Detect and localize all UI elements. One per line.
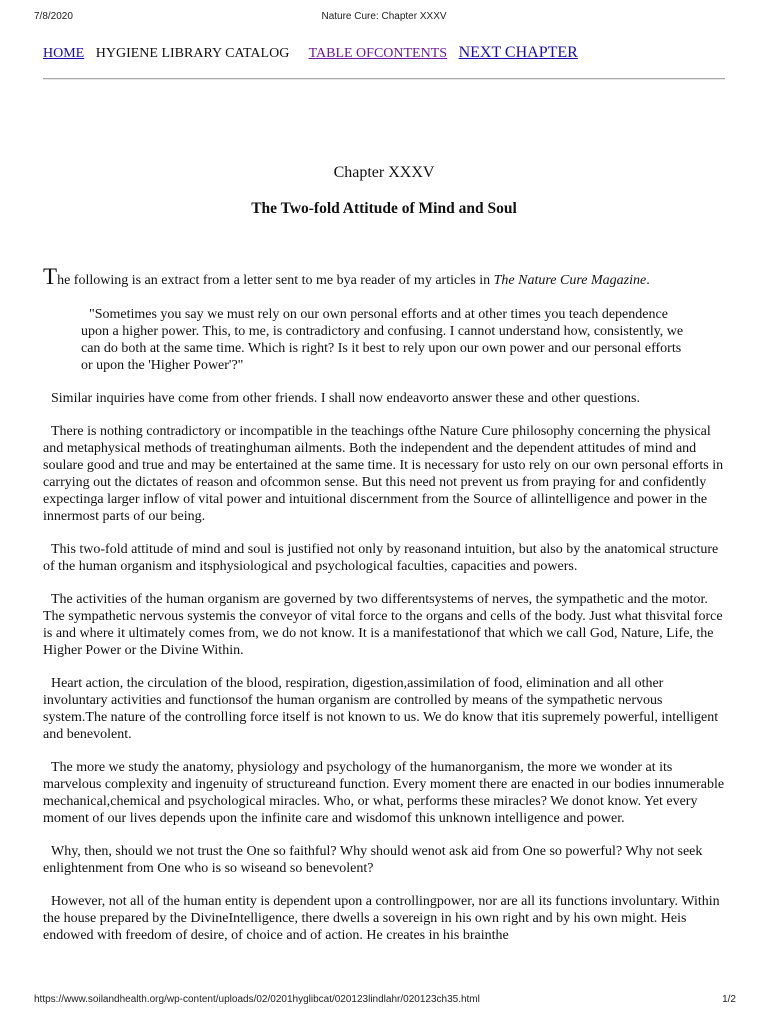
paragraph: This two-fold attitude of mind and soul is justified not only by reasonand intuition, but also by the anatomical structure of the human organism and itsphysiological and psychological faculties, capacities and powers. <box>43 542 719 574</box>
table-of-contents-link[interactable]: TABLE OFCONTENTS <box>308 46 448 61</box>
quote-text: "Sometimes you say we must rely on our own personal efforts and at other times you teach dependence upon a higher power. This, to me, is contradictory and confusing. I cannot understand how, consistently, we can do both at the same time. Which is right? Is it best to rely upon our own power and our personal efforts or upon the 'Higher Power'?" <box>81 307 684 373</box>
paragraph: However, not all of the human entity is dependent upon a controllingpower, nor are all its functions involuntary. Within the house prepared by the DivineIntelligence, there dwells a sovereign in his own right and by his own might. Heis endowed with freedom of desire, of choice and of action. He creates in his brainthe <box>43 894 720 943</box>
chapter-label: Chapter XXXV <box>333 164 435 181</box>
next-chapter-link[interactable]: NEXT CHAPTER <box>458 44 578 61</box>
drop-cap: T <box>43 264 58 289</box>
page-number: 1/2 <box>722 994 736 1005</box>
home-link[interactable]: HOME <box>43 46 85 61</box>
paragraph: The activities of the human organism are governed by two differentsystems of nerves, the sympathetic and the motor. The sympathetic nervous systemis the conveyor of vital force to the organs and cells of the body. Just what thisvital force is and where it ultimately comes from, we do not know. It is a manifestationof that which we call God, Nature, Life, the Higher Power or the Divine Within. <box>43 592 723 658</box>
paragraph: Why, then, should we not trust the One so faithful? Why should wenot ask aid from One so powerful? Why not seek enlightenment from One who is so wiseand so benevolent? <box>43 844 703 876</box>
intro-paragraph: The following is an extract from a letter sent to me bya reader of my articles in The Nature Cure Magazine. <box>43 264 650 289</box>
letter-quote <box>81 306 691 374</box>
paragraph: Similar inquiries have come from other friends. I shall now endeavorto answer these and other questions. <box>51 391 641 406</box>
hygiene-library-catalog-label: HYGIENE LIBRARY CATALOG <box>95 46 290 61</box>
paragraph: Heart action, the circulation of the blood, respiration, digestion,assimilation of food, elimination and all other involuntary activities and functionsof the human organism are controlled by means of the sympathetic nervous system.The nature of the controlling force itself is not known to us. We do know that itis supremely powerful, intelligent and benevolent. <box>43 676 719 742</box>
print-footer <box>0 994 768 1008</box>
horizontal-rule <box>43 78 725 80</box>
magazine-title: The Nature Cure Magazine <box>493 273 647 288</box>
chapter-title: The Two-fold Attitude of Mind and Soul <box>251 200 517 217</box>
top-navigation <box>43 44 748 62</box>
intro-text: he following is an extract from a letter sent to me bya reader of my articles in <box>57 273 494 288</box>
chapter-body <box>43 264 728 960</box>
print-page-title: Nature Cure: Chapter XXXV <box>321 11 447 22</box>
page-url: https://www.soilandhealth.org/wp-content/uploads/02/0201hyglibcat/020123lindlahr/020123ch35.html <box>34 994 480 1005</box>
print-date: 7/8/2020 <box>34 11 73 22</box>
paragraph: The more we study the anatomy, physiology and psychology of the humanorganism, the more we wonder at its marvelous complexity and ingenuity of structureand function. Every moment there are enacted in our bodies innumerable mechanical,chemical and psychological miracles. Who, or what, performs these miracles? We donot know. Yet every moment of our lives depends upon the infinite care and wisdomof this unknown intelligence and power. <box>43 760 725 826</box>
print-header <box>0 11 768 25</box>
paragraph: There is nothing contradictory or incompatible in the teachings ofthe Nature Cure philosophy concerning the physical and metaphysical methods of treatinghuman ailments. Both the independent and the dependent attitudes of mind and soulare good and true and may be entertained at the same time. It is necessary for usto rely on our own personal efforts in carrying out the dictates of reason and ofcommon sense. But this need not prevent us from praying for and confidently expectinga larger inflow of vital power and intuitional discernment from the Source of allintelligence and power in the innermost parts of our being. <box>43 424 724 524</box>
